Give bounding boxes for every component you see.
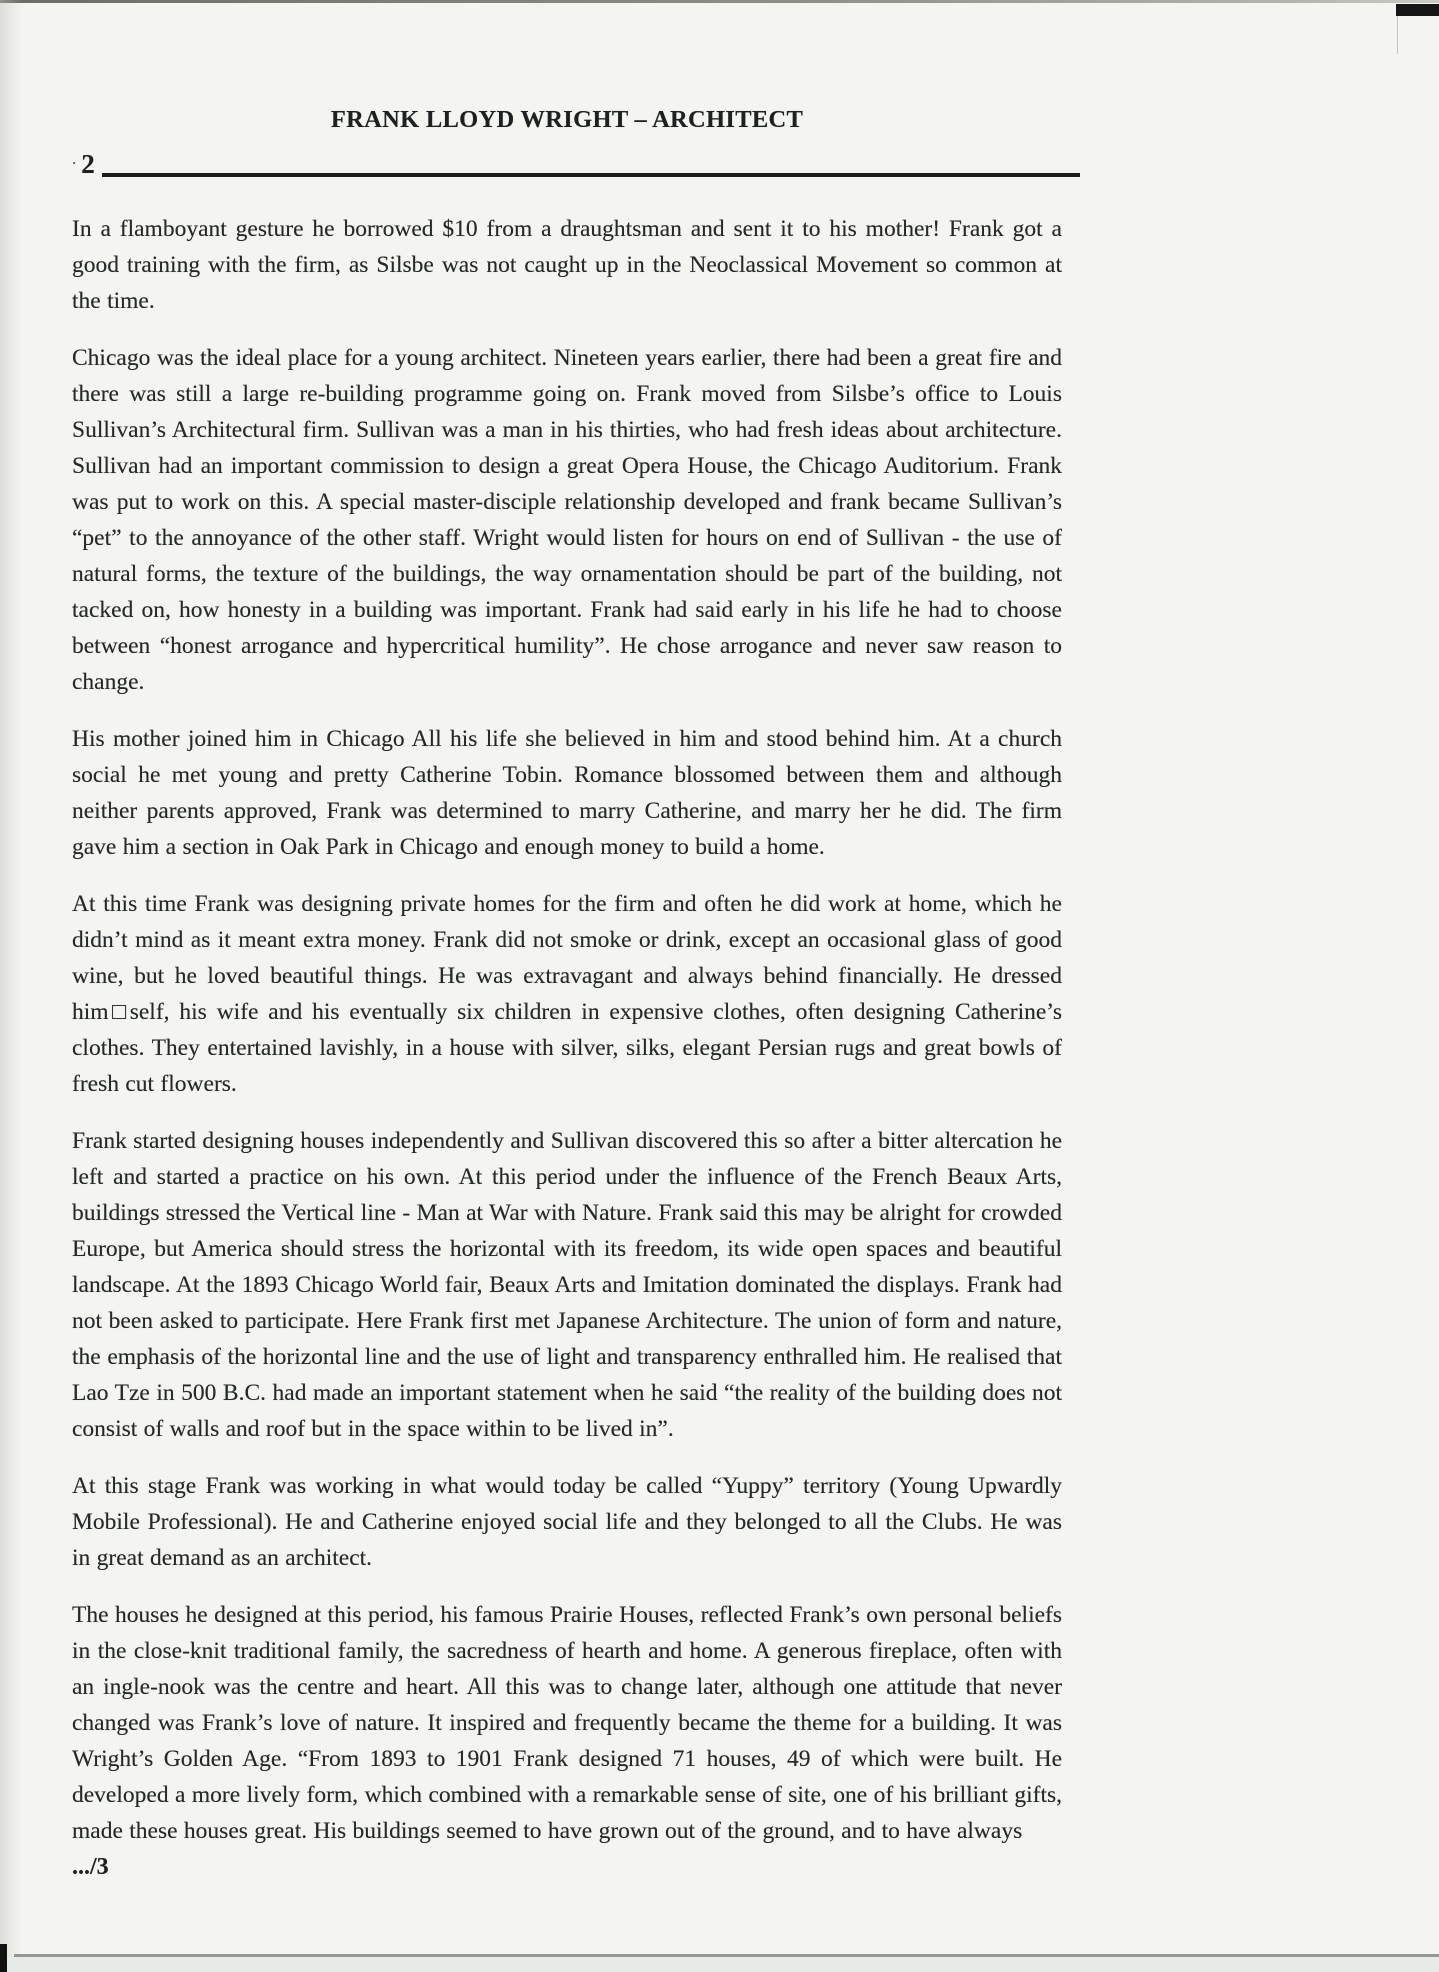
paragraphs — [72, 211, 1062, 1849]
paragraph: Frank started designing houses independently and Sullivan discovered this so after a bitter altercation he left and started a practice on his own. At this period under the influence of the French Beaux Arts, buildings stressed the Vertical line - Man at War with Nature. Frank said this may be alright for crowded Europe, but America should stress the horizontal with its freedom, its wide open spaces and beautiful landscape. At the 1893 Chicago World fair, Beaux Arts and Imitation dominated the displays. Frank had not been asked to participate. Here Frank first met Japanese Architecture. The union of form and nature, the emphasis of the horizontal line and the use of light and transparency enthralled him. He realised that Lao Tze in 500 B.C. had made an important statement when he said “the reality of the building does not consist of walls and roof but in the space within to be lived in”. — [72, 1128, 1062, 1442]
scan-bottom-left-mark — [0, 1944, 7, 1972]
continuation-marker: .../3 — [72, 1854, 109, 1880]
paragraph: His mother joined him in Chicago All his life she believed in him and stood behind him. At a church social he met young and pretty Catherine Tobin. Romance blossomed between them and although neither parents approved, Frank was determined to marry Catherine, and marry her he did. The firm gave him a section in Oak Park in Chicago and enough money to build a home. — [72, 726, 1062, 860]
page-header-row — [72, 140, 1062, 178]
page-number: 2 — [81, 149, 95, 179]
paragraph: Chicago was the ideal place for a young architect. Nineteen years earlier, there had been a great fire and there was still a large re-building programme going on. Frank moved from Silsbe’s office to Louis Sullivan’s Architectural firm. Sullivan was a man in his thirties, who had fresh ideas about architecture. Sullivan had an important commission to design a great Opera House, the Chicago Auditorium. Frank was put to work on this. A special master-disciple relationship developed and frank became Sullivan’s “pet” to the annoyance of the other staff. Wright would listen for hours on end of Sullivan - the use of natural forms, the texture of the buildings, the way ornamentation should be part of the building, not tacked on, how honesty in a building was important. Frank had said early in his life he had to choose between “honest arrogance and hypercritical humility”. He chose arrogance and never saw reason to change. — [72, 345, 1062, 695]
scan-background-strip — [0, 1957, 1439, 1972]
document-content — [72, 0, 1062, 1885]
paragraph: The houses he designed at this period, his famous Prairie Houses, reflected Frank’s own personal beliefs in the close-knit traditional family, the sacredness of hearth and home. A generous fireplace, often with an ingle-nook was the centre and heart. All this was to change later, although one attitude that never changed was Frank’s love of nature. It inspired and frequently became the theme for a building. It was Wright’s Golden Age. “From 1893 to 1901 Frank designed 71 houses, 49 of which were built. He developed a more lively form, which combined with a remarkable sense of site, one of his brilliant gifts, made these houses great. His buildings seemed to have grown out of the ground, and to have always — [72, 1602, 1062, 1844]
scan-top-right-mark — [1396, 4, 1439, 16]
scan-paper-bottom-edge — [14, 1954, 1439, 1957]
paragraph: At this stage Frank was working in what would today be called “Yuppy” territory (Young Upwardly Mobile Professional). He and Catherine enjoyed social life and they belonged to all the Clubs. He was in great demand as an architect. — [72, 1473, 1062, 1571]
scan-left-edge-shadow — [0, 0, 22, 1972]
paragraph: In a flamboyant gesture he borrowed $10 from a draughtsman and sent it to his mother! Frank got a good training with the firm, as Silsbe was not caught up in the Neoclassical Movement so common at the time. — [72, 216, 1062, 314]
header-rule — [102, 173, 1080, 177]
page-number-mark: . — [72, 149, 77, 168]
scan-paper-crease — [1397, 16, 1398, 54]
paragraph: At this time Frank was designing private homes for the firm and often he did work at home, which he didn’t mind as it meant extra money. Frank did not smoke or drink, except an occasional glass of good wine, but he loved beautiful things. He was extravagant and always behind financially. He dressed him□self, his wife and his eventually six children in expensive clothes, often designing Catherine’s clothes. They entertained lavishly, in a house with silver, silks, elegant Persian rugs and great bowls of fresh cut flowers. — [72, 891, 1062, 1097]
page-title: FRANK LLOYD WRIGHT – ARCHITECT — [330, 106, 804, 133]
